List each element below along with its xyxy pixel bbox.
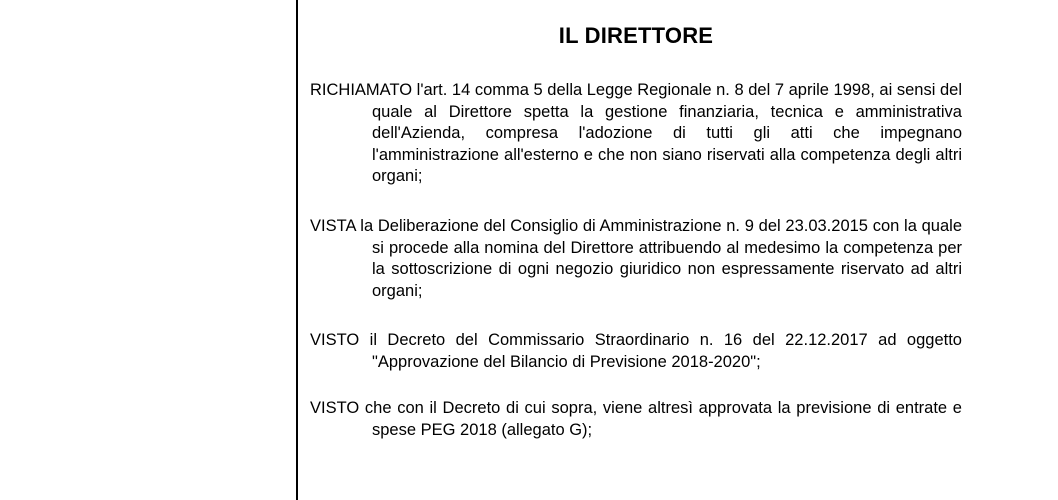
paragraph-keyword: RICHIAMATO <box>310 81 413 99</box>
paragraph-keyword: VISTA <box>310 217 356 235</box>
paragraph-text: che con il Decreto di cui sopra, viene altresì approvata la previsione di entrate e spese PEG 2018 (allegato G); <box>364 399 962 439</box>
paragraph-visto-peg <box>310 398 962 441</box>
paragraph-text: il Decreto del Commissario Straordinario n. 16 del 22.12.2017 ad oggetto "Approvazione del Bilancio di Previsione 2018-2020"; <box>369 331 962 371</box>
paragraph-richiamato <box>310 80 962 188</box>
margin-rule <box>296 0 298 500</box>
paragraph-text: la Deliberazione del Consiglio di Amministrazione n. 9 del 23.03.2015 con la quale si procede alla nomina del Direttore attribuendo al medesimo la competenza per la sottoscrizione di ogni negozio giuridico non espressamente riservato ad altri organi; <box>360 217 963 300</box>
paragraph-vista <box>310 216 962 302</box>
paragraph-visto-decreto <box>310 330 962 373</box>
paragraph-keyword: VISTO <box>310 331 360 349</box>
document-heading: IL DIRETTORE <box>558 23 714 48</box>
paragraph-keyword: VISTO <box>310 399 360 417</box>
paragraph-text: l'art. 14 comma 5 della Legge Regionale n. 8 del 7 aprile 1998, ai sensi del quale al Direttore spetta la gestione finanziaria, tecnica e amministrativa dell'Azienda, compresa l'adozione di tutti gli atti che impegnano l'amministrazione all'esterno e che non siano riservati alla competenza degli altri organi; <box>372 81 962 185</box>
